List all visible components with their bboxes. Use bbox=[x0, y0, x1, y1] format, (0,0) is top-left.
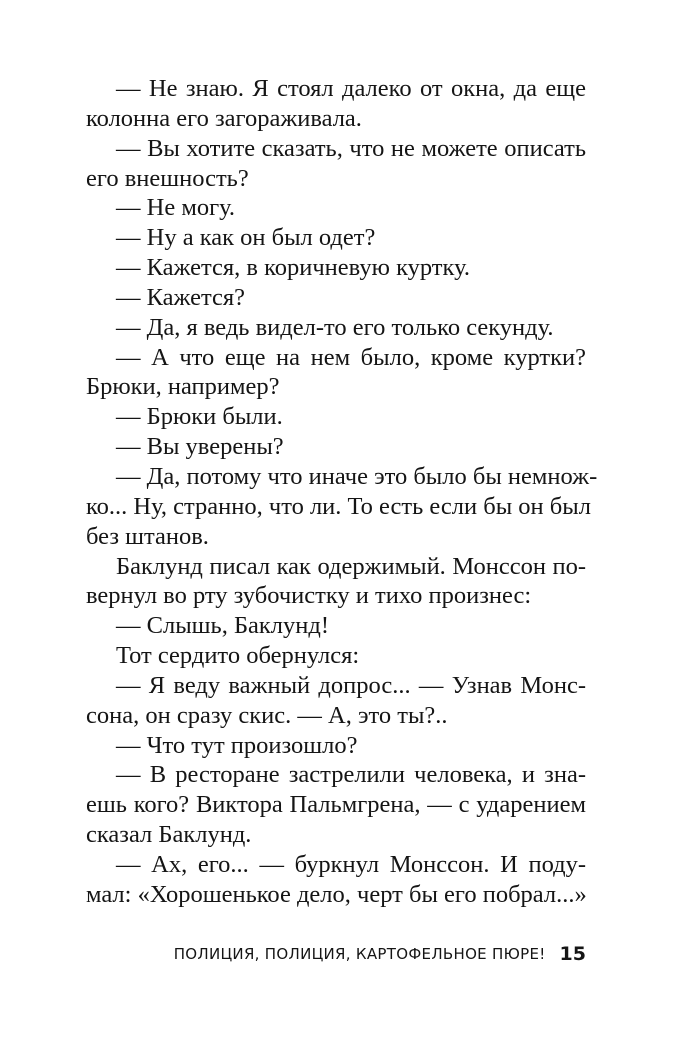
text-line: — Вы хотите сказать, что не можете описать bbox=[116, 134, 586, 162]
text-line: сона, он сразу скис. — А, это ты?.. bbox=[86, 701, 448, 729]
page-number: 15 bbox=[559, 943, 586, 965]
page-footer bbox=[86, 942, 586, 966]
text-line: — А что еще на нем было, кроме куртки? bbox=[116, 343, 586, 371]
text-line: — Да, я ведь видел-то его только секунду. bbox=[116, 313, 554, 341]
text-line: ешь кого? Виктора Пальмгрена, — с ударением bbox=[86, 791, 586, 819]
text-line: — Слышь, Баклунд! bbox=[116, 612, 329, 640]
text-line: — Да, потому что иначе это было бы немнож- bbox=[116, 462, 598, 490]
text-line: — В ресторане застрелили человека, и зна- bbox=[116, 761, 586, 789]
text-line: — Я веду важный допрос... — Узнав Монс- bbox=[116, 671, 586, 699]
running-title: ПОЛИЦИЯ, ПОЛИЦИЯ, КАРТОФЕЛЬНОЕ ПЮРЕ! bbox=[173, 945, 546, 963]
text-line: — Кажется, в коричневую куртку. bbox=[116, 254, 470, 282]
text-line: — Что тут произошло? bbox=[116, 731, 358, 759]
text-line: его внешность? bbox=[86, 164, 249, 192]
text-line: — Вы уверены? bbox=[116, 433, 284, 461]
text-line: вернул во рту зубочистку и тихо произнес: bbox=[86, 582, 532, 610]
text-line: Баклунд писал как одержимый. Монссон по- bbox=[116, 552, 586, 580]
text-line: — Не знаю. Я стоял далеко от окна, да еще bbox=[116, 75, 586, 102]
text-line: колонна его загораживала. bbox=[86, 104, 362, 132]
text-line: сказал Баклунд. bbox=[86, 821, 252, 849]
text-line: без штанов. bbox=[86, 522, 209, 550]
text-line: Тот сердито обернулся: bbox=[116, 642, 360, 670]
text-line: — Не могу. bbox=[116, 194, 236, 222]
text-line: — Кажется? bbox=[116, 283, 246, 311]
text-line: — Брюки были. bbox=[116, 403, 283, 431]
text-line: — Ну а как он был одет? bbox=[116, 224, 376, 252]
text-line: мал: «Хорошенькое дело, черт бы его побрал...» bbox=[86, 880, 587, 908]
text-line: — Ах, его... — буркнул Монссон. И поду- bbox=[116, 850, 586, 878]
text-line: ко... Ну, странно, что ли. То есть если бы он был bbox=[86, 492, 591, 520]
text-line: Брюки, например? bbox=[86, 373, 280, 401]
body-text bbox=[86, 74, 598, 910]
